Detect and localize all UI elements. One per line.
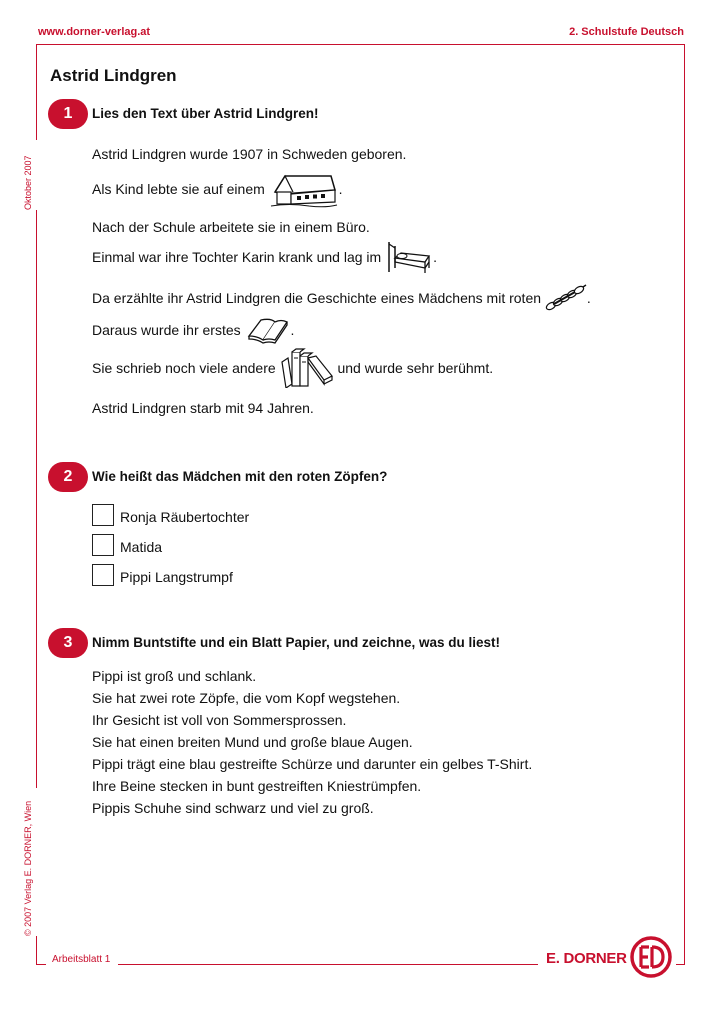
frame-bottom-line xyxy=(36,964,46,965)
description-line: Pippis Schuhe sind schwarz und viel zu groß. xyxy=(92,800,374,816)
task-title: Lies den Text über Astrid Lindgren! xyxy=(92,106,319,121)
task-title: Nimm Buntstifte und ein Blatt Papier, und zeichne, was du liest! xyxy=(92,635,501,650)
task-number-badge: 2 xyxy=(48,462,88,492)
braid-icon xyxy=(545,284,587,315)
description-line: Pippi ist groß und schlank. xyxy=(92,668,257,684)
task-title: Wie heißt das Mädchen mit den roten Zöpfen? xyxy=(92,469,388,484)
publisher-logo-icon xyxy=(630,936,672,978)
frame-left-line xyxy=(36,210,37,788)
answer-checkbox[interactable] xyxy=(92,564,114,586)
books-icon xyxy=(280,348,334,391)
description-line: Sie hat zwei rote Zöpfe, die vom Kopf wegstehen. xyxy=(92,690,401,706)
text-line: Astrid Lindgren starb mit 94 Jahren. xyxy=(92,400,314,416)
side-copyright: © 2007 Verlag E. DORNER, Wien xyxy=(23,800,33,936)
bed-icon xyxy=(385,238,433,279)
text-line: Daraus wurde ihr erstes . xyxy=(92,316,294,347)
page-title: Astrid Lindgren xyxy=(50,66,177,85)
frame-left-line xyxy=(36,936,37,964)
description-line: Pippi trägt eine blau gestreifte Schürze und darunter ein gelbes T-Shirt. xyxy=(92,756,533,772)
grade-subject-label: 2. Schulstufe Deutsch xyxy=(569,26,684,38)
answer-option-label: Ronja Räubertochter xyxy=(120,509,250,525)
text-line: Als Kind lebte sie auf einem . xyxy=(92,170,343,211)
answer-checkbox[interactable] xyxy=(92,504,114,526)
description-line: Ihr Gesicht ist voll von Sommersprossen. xyxy=(92,712,347,728)
frame-bottom-line xyxy=(676,964,684,965)
text-line: Nach der Schule arbeitete sie in einem Büro. xyxy=(92,219,370,235)
task-number-badge: 3 xyxy=(48,628,88,658)
text-line: Sie schrieb noch viele andere und wurde sehr berühmt. xyxy=(92,348,493,391)
answer-checkbox[interactable] xyxy=(92,534,114,556)
side-date: Oktober 2007 xyxy=(23,155,33,210)
text-line: Da erzählte ihr Astrid Lindgren die Geschichte eines Mädchens mit roten . xyxy=(92,284,591,315)
worksheet-label: Arbeitsblatt 1 xyxy=(52,954,111,965)
answer-option-label: Pippi Langstrumpf xyxy=(120,569,233,585)
task-number-badge: 1 xyxy=(48,99,88,129)
farmhouse-icon xyxy=(269,170,339,211)
text-line: Astrid Lindgren wurde 1907 in Schweden geboren. xyxy=(92,146,407,162)
answer-option-label: Matida xyxy=(120,539,163,555)
open-book-icon xyxy=(245,316,291,347)
text-line: Einmal war ihre Tochter Karin krank und lag im . xyxy=(92,238,437,279)
frame-left-line xyxy=(36,44,37,140)
publisher-url: www.dorner-verlag.at xyxy=(38,26,151,38)
description-block xyxy=(92,665,532,819)
frame-bottom-line xyxy=(118,964,538,965)
publisher-brand: E. DORNER xyxy=(546,950,627,967)
description-line: Sie hat einen breiten Mund und große blaue Augen. xyxy=(92,734,413,750)
description-line: Ihre Beine stecken in bunt gestreiften Kniestrümpfen. xyxy=(92,778,422,794)
